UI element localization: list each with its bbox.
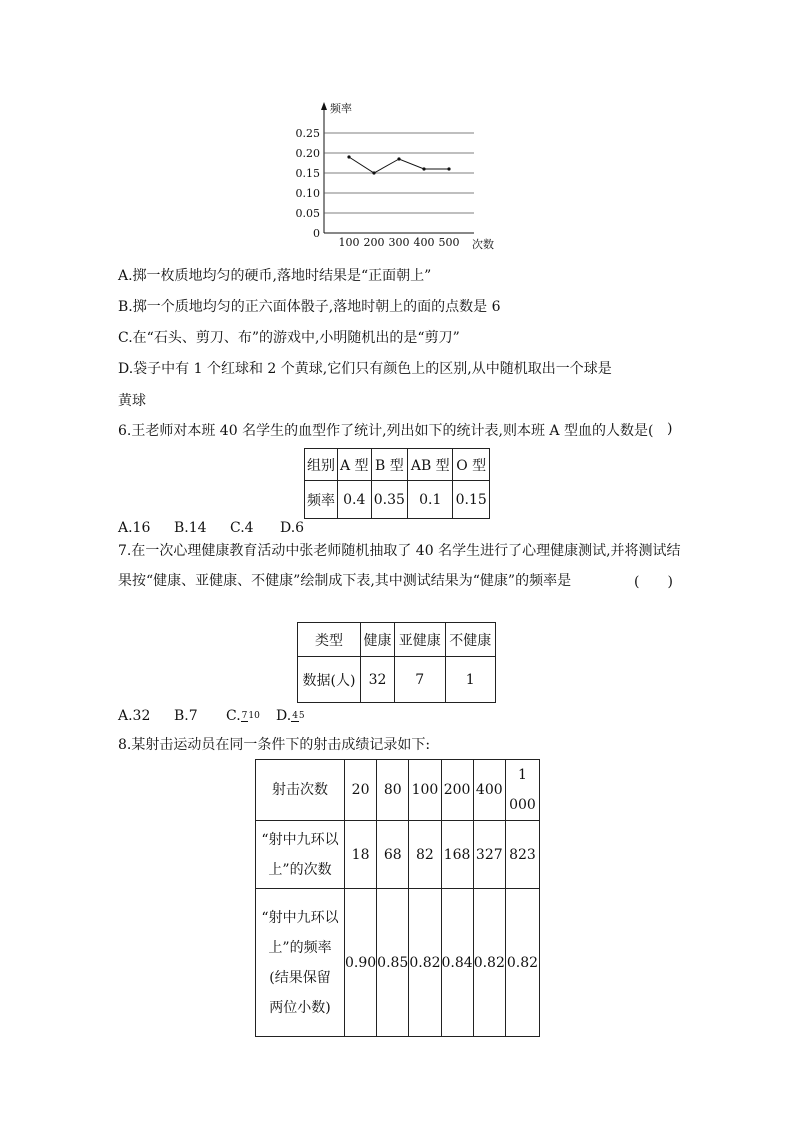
table-header-cell: 80 <box>377 760 409 821</box>
option-d-cont: 黄球 <box>118 393 146 409</box>
choice-d <box>276 706 305 726</box>
choice-c-prefix: C. <box>226 708 241 724</box>
choice-d: D.6 <box>280 520 305 536</box>
table-header-cell: 射击次数 <box>256 760 345 821</box>
table-header-cell: O 型 <box>453 449 490 481</box>
y-tick-label: 0.15 <box>295 167 320 180</box>
option-d: D.袋子中有 1 个红球和 2 个黄球,它们只有颜色上的区别,从中随机取出一个球是 <box>118 361 612 377</box>
table-header-cell: 20 <box>345 760 377 821</box>
blood-type-table <box>304 448 490 519</box>
choice-c: C.4 <box>230 520 254 536</box>
table-header-cell: 健康 <box>361 623 395 657</box>
y-axis-label: 频率 <box>330 102 352 115</box>
x-tick-label: 500 <box>438 236 460 249</box>
x-axis-label: 次数 <box>472 238 494 251</box>
x-tick-label: 300 <box>388 236 410 249</box>
table-cell: 327 <box>473 821 505 889</box>
row-label-line: 上”的次数 <box>268 861 332 878</box>
table-header-cell: 1 000 <box>505 760 539 821</box>
answer-paren-close: ) <box>667 421 673 437</box>
table-header-cell: 组别 <box>305 449 338 481</box>
fraction <box>241 711 260 722</box>
row-label-line: (结果保留 <box>269 969 331 986</box>
table-cell: 0.82 <box>505 889 539 1037</box>
table-cell: 18 <box>345 821 377 889</box>
table-cell: 数据(人) <box>298 657 361 703</box>
fraction-denominator: 10 <box>248 710 260 721</box>
choice-a: A.16 <box>118 520 151 536</box>
y-tick-label: 0 <box>313 227 320 240</box>
fraction-numerator: 7 <box>241 710 248 721</box>
row-label-line: 两位小数) <box>269 999 331 1016</box>
y-tick-label: 0.10 <box>295 187 320 200</box>
health-test-table <box>297 622 496 703</box>
table-cell: 168 <box>441 821 473 889</box>
choice-b: B.7 <box>174 708 198 724</box>
question-8-stem: 8.某射击运动员在同一条件下的射击成绩记录如下: <box>118 737 431 753</box>
y-tick-label: 0.05 <box>295 207 320 220</box>
table-cell: 823 <box>505 821 539 889</box>
row-label-line: “射中九环以 <box>261 831 339 848</box>
data-point <box>397 157 400 160</box>
frequency-line-chart <box>288 96 508 254</box>
row-label-line: 上”的频率 <box>268 939 332 956</box>
data-point <box>447 167 450 170</box>
fraction <box>291 711 304 722</box>
row-label-line: “射中九环以 <box>261 909 339 926</box>
table-cell: 0.90 <box>345 889 377 1037</box>
x-tick-label: 400 <box>413 236 435 249</box>
shooting-record-table <box>255 759 540 1037</box>
choice-d-prefix: D. <box>276 708 292 724</box>
table-cell: 0.85 <box>377 889 409 1037</box>
answer-paren: ( ) <box>634 574 673 590</box>
table-cell: 0.84 <box>441 889 473 1037</box>
table-header-cell: 不健康 <box>445 623 496 657</box>
table-header-cell: 400 <box>473 760 505 821</box>
table-header-cell: 类型 <box>298 623 361 657</box>
row-label <box>256 821 345 889</box>
x-tick-label: 200 <box>363 236 385 249</box>
option-c: C.在“石头、剪刀、布”的游戏中,小明随机出的是“剪刀” <box>118 330 460 346</box>
table-header-cell: B 型 <box>371 449 408 481</box>
question-7-stem-line2: 果按“健康、亚健康、不健康”绘制成下表,其中测试结果为“健康”的频率是 <box>118 573 572 589</box>
fraction-numerator: 4 <box>292 710 298 721</box>
data-point <box>372 171 375 174</box>
y-tick-label: 0.20 <box>295 147 320 160</box>
option-a: A.掷一枚质地均匀的硬币,落地时结果是“正面朝上” <box>118 268 432 284</box>
x-tick-label: 100 <box>338 236 360 249</box>
data-point <box>422 167 425 170</box>
y-axis-arrow <box>321 102 327 110</box>
option-b: B.掷一个质地均匀的正六面体骰子,落地时朝上的面的点数是 6 <box>118 299 501 315</box>
question-6-choices <box>118 518 304 538</box>
table-header-cell: A 型 <box>337 449 371 481</box>
table-header-cell: 100 <box>409 760 441 821</box>
question-6-stem: 6.王老师对本班 40 名学生的血型作了统计,列出如下的统计表,则本班 A 型血的人数是( <box>118 423 654 439</box>
table-cell: 82 <box>409 821 441 889</box>
table-cell: 7 <box>395 657 445 703</box>
table-cell: 32 <box>361 657 395 703</box>
table-cell: 68 <box>377 821 409 889</box>
table-cell: 0.4 <box>337 481 371 519</box>
table-header-cell: 亚健康 <box>395 623 445 657</box>
table-header-cell: 200 <box>441 760 473 821</box>
table-cell: 0.82 <box>473 889 505 1037</box>
data-point <box>347 155 350 158</box>
table-cell: 0.82 <box>409 889 441 1037</box>
question-7-stem-line1: 7.在一次心理健康教育活动中张老师随机抽取了 40 名学生进行了心理健康测试,并将测试结 <box>118 543 681 559</box>
table-cell: 0.15 <box>453 481 490 519</box>
table-cell: 0.35 <box>371 481 408 519</box>
table-cell: 0.1 <box>408 481 453 519</box>
choice-b: B.14 <box>174 520 207 536</box>
choice-a: A.32 <box>118 708 151 724</box>
table-cell: 频率 <box>305 481 338 519</box>
question-7-choices <box>118 706 305 726</box>
row-label <box>256 889 345 1037</box>
choice-c <box>226 706 276 726</box>
y-tick-label: 0.25 <box>295 127 320 140</box>
table-cell: 1 <box>445 657 496 703</box>
table-header-cell: AB 型 <box>408 449 453 481</box>
fraction-denominator: 5 <box>298 710 305 721</box>
